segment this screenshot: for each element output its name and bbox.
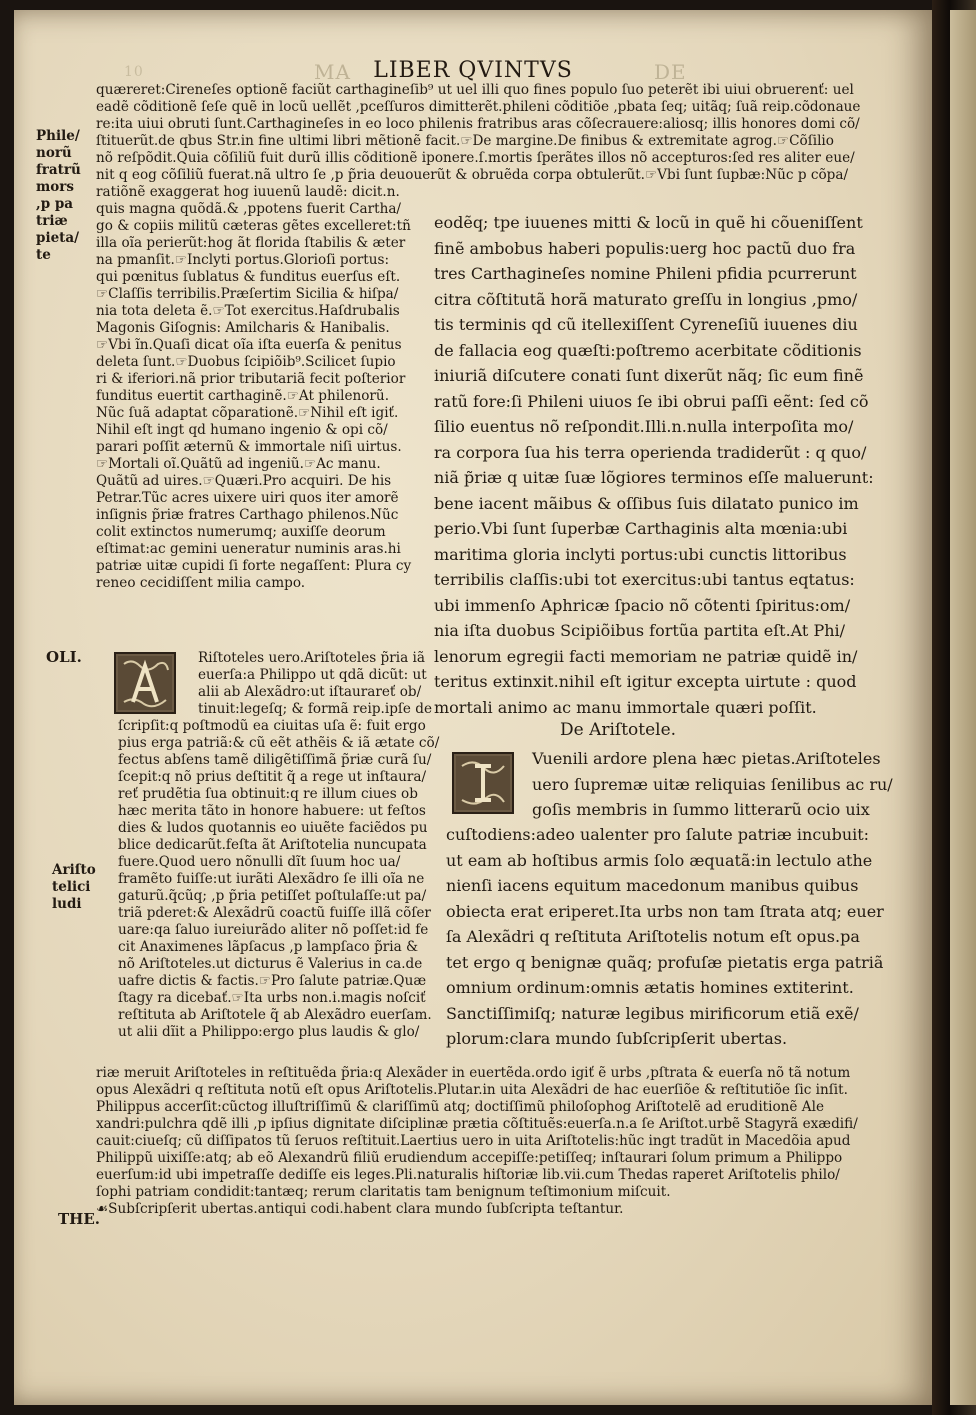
ghost-text-left: MA bbox=[314, 60, 351, 84]
ghost-text-right: DE bbox=[654, 60, 687, 84]
text-line: quæreret:Cireneſes optionẽ faciũt carthagineſib⁹ ut uel illi quo fines populo ſuo peterẽt ibi uiui obruerenť: uel bbox=[96, 82, 854, 98]
facing-page-edge bbox=[950, 10, 976, 1405]
decorated-initial-i bbox=[452, 752, 514, 814]
text-line: eadẽ cõditionẽ ſeſe quẽ in locũ uellẽt ,pceſſuros dimitterẽt.phileni cõditiõe ,pbata ſeq; uitãq; ſuã reip.cõdonaue bbox=[96, 99, 861, 115]
margin-note-phileni: Phile/ norũ fratrũ mors ,p pa triæ pieta/ te bbox=[36, 128, 81, 263]
initial-paragraph: Vuenili ardore plena hæc pietas.Ariſtoteles uero ſupremæ uitæ reliquias ſenilibus ac ru/ goſis membris in ſummo litterarũ ocio uix bbox=[532, 749, 893, 819]
book-page bbox=[14, 10, 932, 1405]
text-line: ſtituerũt.de qbus Str.in fine ultimi libri mẽtionẽ facit.☞De margine.De finibus & extremitate agrog.☞Cõſilio bbox=[96, 133, 834, 149]
running-header bbox=[14, 58, 932, 83]
main-text: eodẽq; tpe iuuenes mitti & locũ in quẽ hi cõueniſſent finẽ ambobus haberi populis:uerg hoc pactũ duo fra tres Carthagineſes nomine Phileni pfidia pcurrerunt citra cõſtitutã horã maturato greſſu in longius ,pmo/ tis terminis qd cũ itellexiſſent Cyreneſiũ iuuenes diu de fallacia eog quæſti:poſtremo acerbitate cõditionis iniuriã diſcutere conati ſunt dixerũt nãq; ſic eum finẽ ratũ fore:ſi Phileni uiuos ſe ibi obrui paſſi eẽnt: ſed cõ ſilio euentus nõ reſpondit.Illi.n.nulla interpoſita mo/ ra corpora ſua his terra operienda tradiderũt : q quo/ niã p̃riæ q uitæ ſuæ lõgiores terminos eſſe maluerunt: bene iacent mãibus & oſſibus ſuis dilatato punico im perio.Vbi ſunt ſuperbæ Carthaginis alta mœnia:ubi maritima gloria inclyti portus:ubi cunctis littoribus terribilis claſſis:ubi tot exercitus:ubi tantus eqtatus: ubi immenſo Aphricæ ſpacio nõ cõtenti ſpiritus:om/ nia iſta duobus Scipiõibus fortũa partita eſt.At Phi/ lenorum egregii facti memoriam ne patriæ quidẽ in/ teritus extinxit.nihil eſt igitur excepta uirtute : quod mortali animo ac manu immortale quæri poſſit. bbox=[434, 213, 874, 717]
margin-note-the: THE. bbox=[58, 1210, 100, 1228]
bottom-commentary: riæ meruit Ariſtoteles in reſtituẽda p̃ria:q Alexãder in euertẽda.ordo igiť ẽ urbs ,pſtrata & euerſa nõ tã notum opus Alexãdri q reſtituta notũ eſt opus Ariſtotelis.Plutar.in uita Alexãdri de hac euerſiõe & reſtitutiõe ſic inſit. Philippus accerſit:cũctog illuſtriſſimũ & clariſſimũ atq; doctiſſimũ philoſophog Ariſtotelẽ ad eruditionẽ Ale xandri:pulchra qdẽ illi ,p ipſius dignitate diſciplinæ prætia cõſtituẽs:euerſa.n.a ſe Ariſtot.urbẽ Stagyrã exædifi/ cauit:ciueſq; cũ diſſipatos tũ ſeruos reſtituit.Laertius uero in uita Ariſtotelis:hũc ingt tradũt in Macedõia apud Philippũ uixiſſe:atq; ab eõ Alexandrũ filiũ erudiendum accepiſſe:petiſſeq; inſtaurari ſolum primum a Philippo euerſum:id ubi impetraſſe dediſſe eis leges.Pli.naturalis hiſtoriæ lib.vii.cum Thedas raperet Ariſtotelis philo/ ſophi patriam condidit:tantæq; rerum claritatis tam benignum teſtimonium miſcuit. ☙Subſcripſerit ubertas.antiqui codi.habent clara mundo ſubſcripta teſtantur. bbox=[96, 1065, 858, 1217]
top-commentary bbox=[96, 82, 860, 184]
margin-note-aristotelici: Ariſto telici ludi bbox=[52, 862, 96, 912]
left-initial-text: Riſtoteles uero.Ariſtoteles p̃ria iã euerſa:a Philippo ut qdã dicũt: ut alii ab Alexãdro:ut iſtaurareť ob/ tinuit:legeſq; & formã reip.ipſe de bbox=[198, 650, 433, 717]
text-line: re:ita uiui obruti ſunt.Carthagineſes in eo loco philenis fratribus aras cõſecrauere:aliosq; illis honores domi cõ/ bbox=[96, 116, 860, 132]
ghost-folio: 10 bbox=[124, 64, 144, 80]
section-heading: De Ariſtotele. bbox=[560, 720, 677, 740]
decorated-initial-a bbox=[114, 652, 176, 714]
main-text-2: cuſtodiens:adeo ualenter pro ſalute patriæ incubuit: ut eam ab hoſtibus armis ſolo æquatã:in lectulo athe nienſi iacens equitum macedonum manibus quibus obiecta erat eriperet.Ita urbs non tam ſtrata atq; euer ſa Alexãdri q reſtituta Ariſtotelis notum eſt opus.pa tet ergo q benignæ quãq; profuſæ pietatis erga patriã omnium ordinum:omnis ætatis homines extiterint. Sanctiſſimiſq; naturæ legibus mirificorum etiã exẽ/ plorum:clara mundo ſubſcripſerit ubertas. bbox=[446, 825, 884, 1048]
left-commentary: ratiõnẽ exaggerat hog iuuenũ laudẽ: dicit.n. quis magna quõdã.& ,ppotens fuerit Cartha/ go & copiis militũ cæteras gẽtes excelleret:tñ illa oĩa perierũt:hog ãt florida ſtabilis & æter na pmanſit.☞Inclyti portus.Glorioſi portus: qui pœnitus ſublatus & funditus euerſus eſt. ☞Claſſis terribilis.Præſertim Sicilia & hiſpa/ nia tota deleta ẽ.☞Tot exercitus.Haſdrubalis Magonis Giſognis: Amilcharis & Hanibalis. ☞Vbi ĩn.Quaſi dicat oĩa iſta euerſa & penitus deleta ſunt.☞Duobus ſcipiõib⁹.Scilicet ſupio ri & iferiori.nã prior tributariã fecit poſterior funditus euertit carthaginẽ.☞At philenorũ. Nũc ſuã adaptat cõparationẽ.☞Nihil eſt igiť. Nihil eſt ingt qd humano ingenio & opi cõ/ parari poſſit æternũ & immortale niſi uirtus. ☞Mortali oĩ.Quãtũ ad ingeniũ.☞Ac manu. Quãtũ ad uires.☞Quæri.Pro acquiri. De his Petrar.Tũc acres uixere uiri quos iter amorẽ inſignis p̃riæ fratres Carthago philenos.Nũc colit extinctos numerumq; auxiſſe deorum eſtimat:ac gemini ueneratur numinis aras.hi patriæ uitæ cupidi ſi forte negaſſent: Plura cy reneo cecidiſſent milia campo. bbox=[96, 184, 412, 591]
text-line: nit q eog cõſiliũ fuerat.nã ultro ſe ,p p̃ria deuouerũt & obruẽda corpa obtulerũt.☞Vbi ſunt ſupbæ:Nũc p cõpa/ bbox=[96, 167, 849, 183]
page-title: LIBER QVINTVS bbox=[373, 58, 573, 83]
left-commentary-2: ſcripſit:q poſtmodũ ea ciuitas uſa ẽ: fuit ergo pius erga patriã:& cũ eẽt athẽis & iã ætate cõ/ fectus abſens tamẽ diligẽtiſſimã p̃riæ curã ſu/ ſcepit:q nõ prius deſtitit q̃ a rege ut inſtaura/ reť prudẽtia ſua obtinuit:q re illum ciues ob hæc merita tãto in honore habuere: ut feſtos dies & ludos quotannis eo uiuẽte faciẽdos pu blice dedicarũt.feſta ãt Ariſtotelia nuncupata fuere.Quod uero nõnulli dĩt ſuum hoc ua/ framẽto fuiſſe:ut iurãti Alexãdro ſe illi oĩa ne gaturũ.q̃cũq; ,p p̃ria petiſſet poſtulaſſe:ut pa/ triã pderet:& Alexãdrũ coactũ fuiſſe illã cõſer uare:qa ſaluo iureiurãdo aliter nõ poſſet:id fe cit Anaximenes lãpſacus ,p lampſaco p̃ria & nõ Ariſtoteles.ut dicturus ẽ Valerius in ca.de uafre dictis & factis.☞Pro ſalute patriæ.Quæ ſtagy ra dicebať.☞Ita urbs non.i.magis noſciť reſtituta ab Ariſtotele q̃ ab Alexãdro euerſam. ut alii dĩit a Philippo:ergo plus laudis & glo/ bbox=[118, 718, 440, 1040]
text-line: nõ reſpõdit.Quia cõſiliũ fuit durũ illis cõditionẽ iponere.ſ.mortis ſperãtes illos nõ accepturos:ſed res aliter eue/ bbox=[96, 150, 855, 166]
margin-note-oli: OLI. bbox=[46, 648, 82, 666]
